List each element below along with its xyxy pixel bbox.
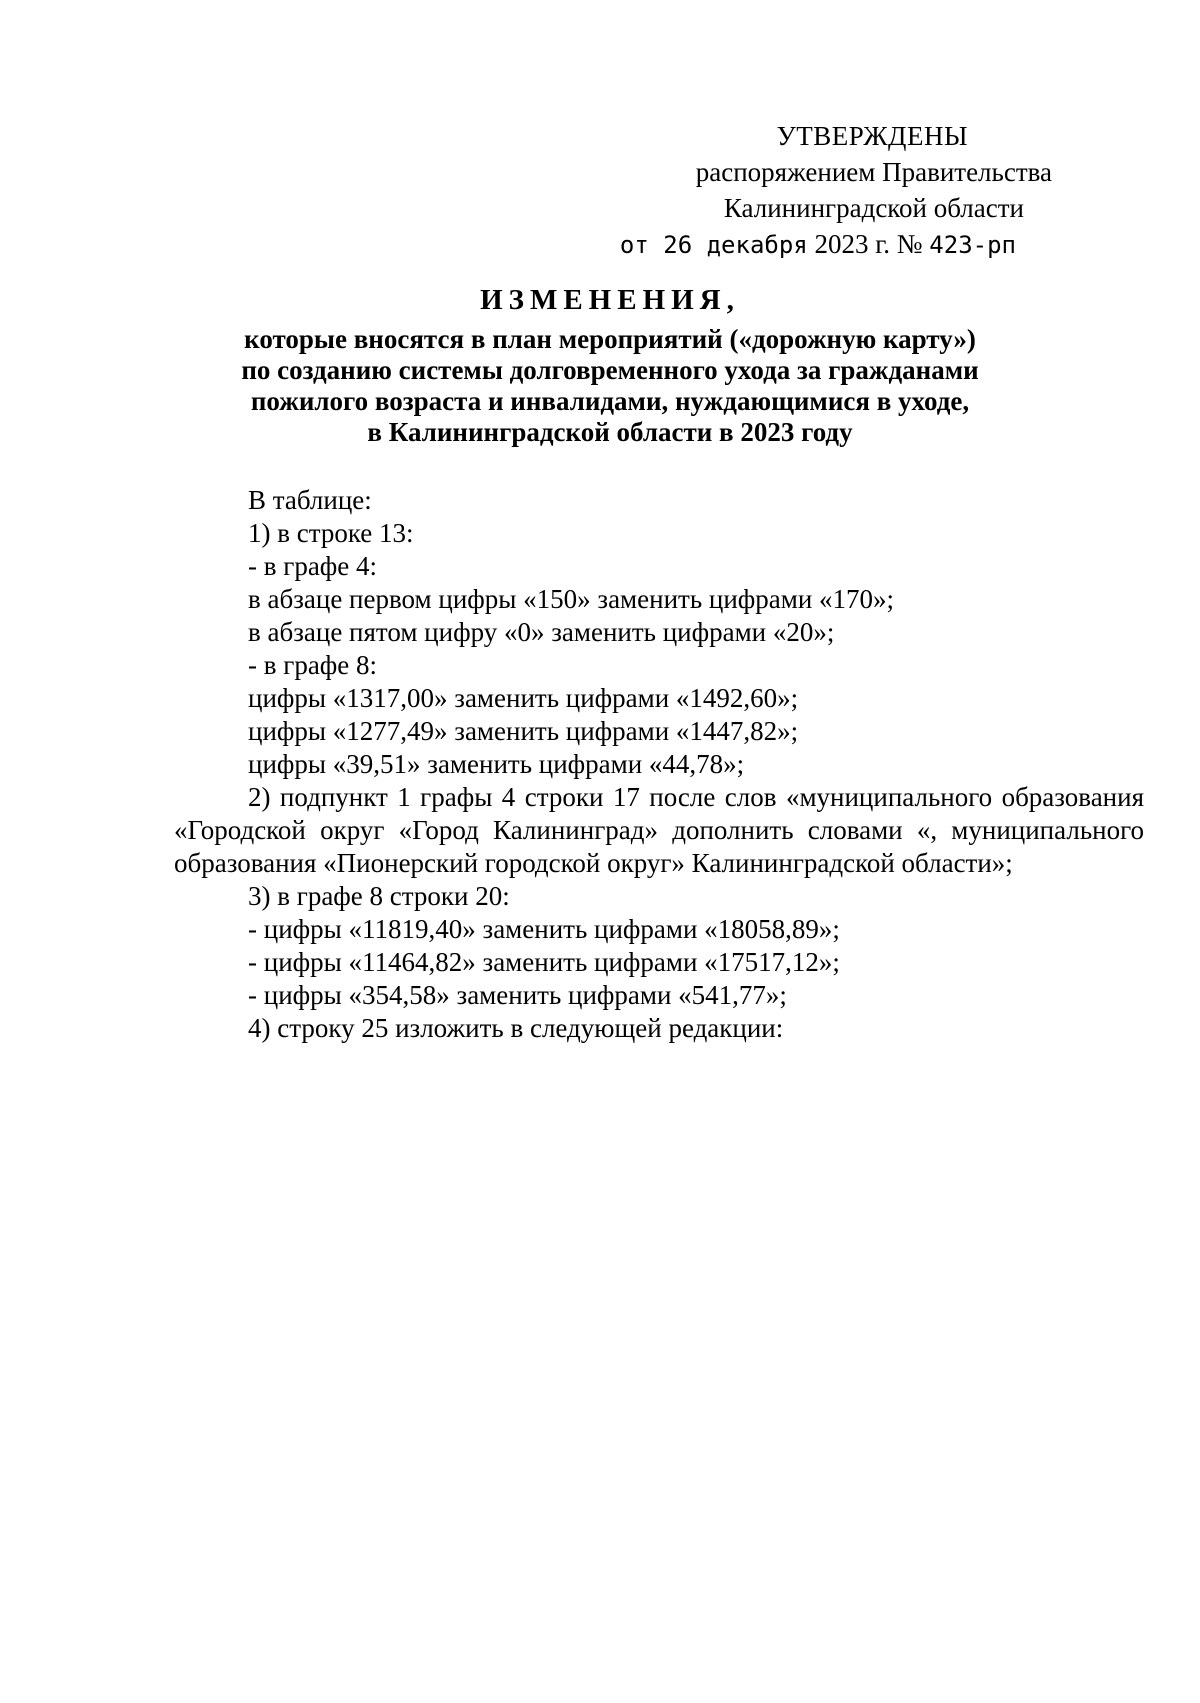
body-line: 4) строку 25 изложить в следующей редакции: [248, 1013, 784, 1043]
approval-date-day: от 26 декабря [619, 231, 808, 259]
approval-block [552, 118, 1052, 263]
approval-authority: распоряжением Правительства [695, 157, 1052, 187]
document-title-line: в Калининградской области в 2023 году [367, 417, 853, 447]
document-title-main: ИЗМЕНЕНИЯ, [480, 284, 740, 316]
approval-region: Калининградской области [723, 193, 1024, 223]
approval-date-number: 423-рп [929, 231, 1016, 259]
body-line: цифры «39,51» заменить цифрами «44,78»; [248, 749, 745, 779]
document-title [160, 285, 1060, 448]
body-line: цифры «1277,49» заменить цифрами «1447,82»; [248, 716, 799, 746]
document-title-line: пожилого возраста и инвалидами, нуждающимися в уходе, [250, 386, 970, 416]
approval-date [552, 226, 1016, 263]
approval-title: УТВЕРЖДЕНЫ [776, 121, 968, 151]
body-line: в абзаце пятом цифру «0» заменить цифрами «20»; [248, 617, 835, 647]
body-line: - цифры «354,58» заменить цифрами «541,77»; [248, 980, 787, 1010]
document-title-line: которые вносятся в план мероприятий («дорожную карту») [244, 324, 976, 354]
body-line: В таблице: [248, 485, 372, 515]
body-paragraph: 2) подпункт 1 графы 4 строки 17 после слов «муниципального образования «Городской округ «Город Калининград» дополнить словами «, муниципального образования «Пионерский городской округ» Калининградской области»; [174, 782, 1144, 878]
body-line: - цифры «11819,40» заменить цифрами «18058,89»; [248, 914, 840, 944]
body-line: - цифры «11464,82» заменить цифрами «17517,12»; [248, 947, 840, 977]
approval-date-year: 2023 г. № [814, 229, 923, 259]
document-body [174, 484, 1144, 1045]
body-line: 1) в строке 13: [248, 518, 414, 548]
body-line: 3) в графе 8 строки 20: [248, 881, 510, 911]
body-line: цифры «1317,00» заменить цифрами «1492,60»; [248, 683, 799, 713]
body-line: - в графе 8: [248, 650, 378, 680]
body-line: - в графе 4: [248, 551, 378, 581]
document-title-line: по созданию системы долговременного ухода за гражданами [241, 355, 979, 385]
body-line: в абзаце первом цифры «150» заменить цифрами «170»; [248, 584, 895, 614]
